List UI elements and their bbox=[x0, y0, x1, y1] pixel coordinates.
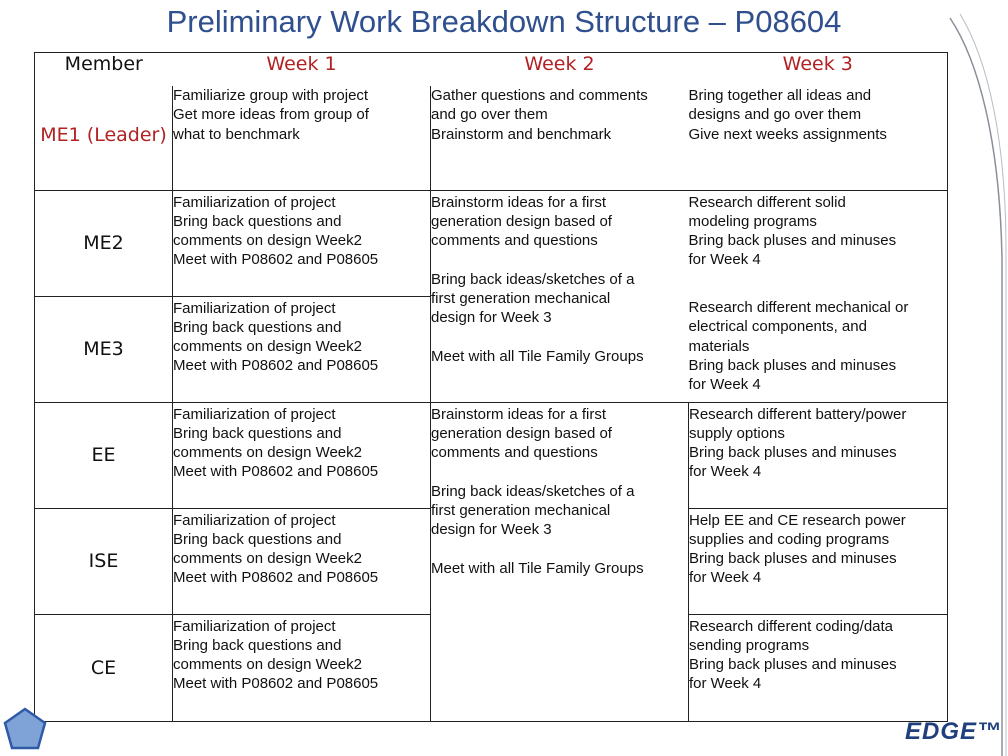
header-week2: Week 2 bbox=[524, 53, 595, 75]
row-me1 bbox=[35, 86, 948, 190]
me2-week3: Research different solid modeling programs Bring back pluses and minuses for Week 4 bbox=[688, 193, 897, 269]
member-me1: ME1 (Leader) bbox=[35, 86, 173, 190]
member-ce: CE bbox=[90, 656, 117, 679]
me1-week1: Familiarize group with project Get more ideas from group of what to benchmark bbox=[173, 86, 431, 190]
ee-week1: Familiarization of project Bring back questions and comments on design Week2 Meet with P08602 and P08605 bbox=[173, 402, 431, 508]
me3-week3: Research different mechanical or electrical components, and materials Bring back pluses and minuses for Week 4 bbox=[689, 296, 948, 402]
pentagon-logo-icon bbox=[2, 706, 48, 752]
member-me2: ME2 bbox=[35, 190, 173, 296]
header-week1: Week 1 bbox=[266, 53, 337, 75]
me1-week3: Bring together all ideas and designs and go over them Give next weeks assignments bbox=[689, 86, 948, 190]
header-row bbox=[35, 53, 948, 87]
elec-week2: Brainstorm ideas for a first generation design based of comments and questions Bring back ideas/sketches of a first generation mechanical design for Week 3 Meet with all Tile Family Groups bbox=[431, 402, 689, 721]
ee-week3: Research different battery/power supply options Bring back pluses and minuses for Week 4 bbox=[689, 402, 948, 508]
member-ee: EE bbox=[35, 402, 173, 508]
edge-logo: EDGE™ bbox=[904, 718, 1002, 745]
me3-week1: Familiarization of project Bring back questions and comments on design Week2 Meet with P08602 and P08605 bbox=[173, 296, 431, 402]
ise-week1: Familiarization of project Bring back questions and comments on design Week2 Meet with P08602 and P08605 bbox=[173, 508, 431, 614]
ise-week3: Help EE and CE research power supplies and coding programs Bring back pluses and minuses for Week 4 bbox=[689, 508, 948, 614]
slide-title: Preliminary Work Breakdown Structure – P08604 bbox=[166, 4, 842, 39]
row-me2 bbox=[35, 190, 948, 296]
row-ee bbox=[35, 402, 948, 508]
me1-week2: Gather questions and comments and go over them Brainstorm and benchmark bbox=[431, 86, 689, 190]
ce-week1: Familiarization of project Bring back questions and comments on design Week2 Meet with P08602 and P08605 bbox=[173, 614, 431, 721]
ce-week3: Research different coding/data sending programs Bring back pluses and minuses for Week 4 bbox=[689, 614, 948, 721]
me2-week1: Familiarization of project Bring back questions and comments on design Week2 Meet with P08602 and P08605 bbox=[173, 190, 431, 296]
member-me3: ME3 bbox=[35, 296, 173, 402]
header-member: Member bbox=[64, 53, 143, 75]
member-ise: ISE bbox=[35, 508, 173, 614]
wbs-table bbox=[34, 52, 948, 722]
decorative-border-curves bbox=[948, 0, 1008, 756]
header-week3: Week 3 bbox=[782, 53, 853, 75]
mech-week2: Brainstorm ideas for a first generation design based of comments and questions Bring back ideas/sketches of a first generation mechanical design for Week 3 Meet with all Tile Family Groups bbox=[431, 190, 689, 402]
